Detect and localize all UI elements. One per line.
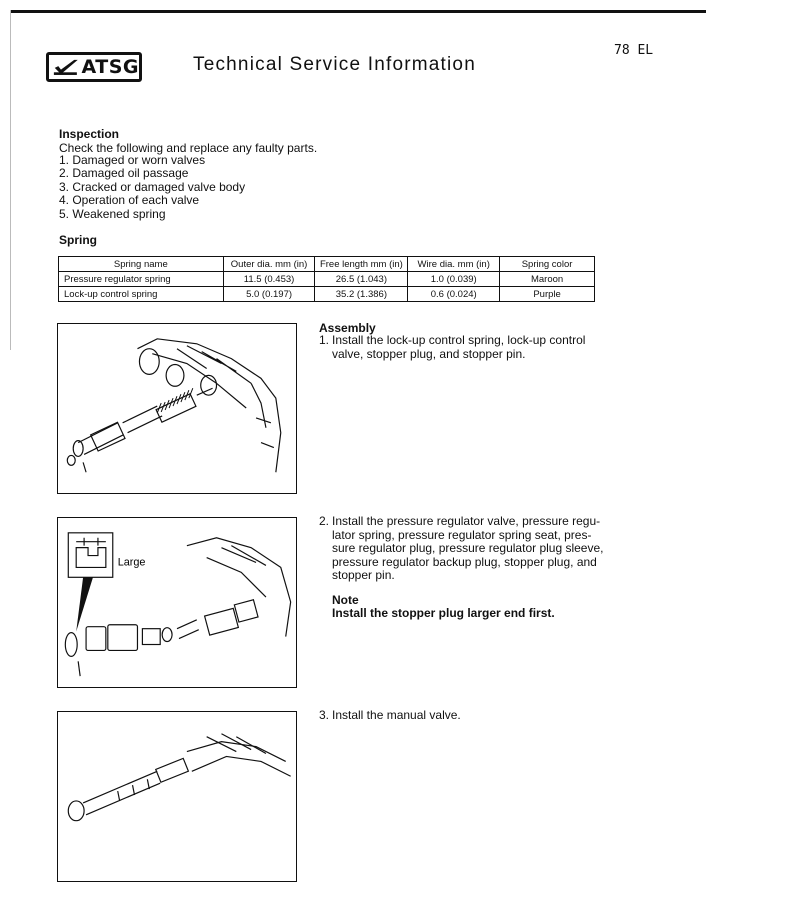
step-line: Install the pressure regulator valve, pressure regu- [332,514,601,528]
step-line: Install the lock-up control spring, lock-up control [332,333,586,347]
step-line: Install the manual valve. [332,708,461,722]
list-item: 2. Damaged oil passage [59,166,189,181]
step-line: lator spring, pressure regulator spring seat, pres- [332,527,592,542]
callout-label-large: Large [117,556,146,569]
table-cell: Purple [500,287,595,302]
note-heading: Note [332,593,359,607]
manual-valve-illustration [58,712,296,881]
list-item: 1. Damaged or worn valves [59,153,206,167]
spring-spec-table [58,256,595,302]
list-item: 5. Weakened spring [59,206,166,221]
step-line: pressure regulator backup plug, stopper plug, and [332,554,597,569]
table-cell: 11.5 (0.453) [223,272,315,287]
column-header: Free length mm (in) [315,257,408,272]
table-header-row [59,257,595,272]
table-row [59,287,595,302]
figure-pressure-regulator [57,517,297,688]
assembly-step-1 [319,334,609,361]
list-item: 4. Operation of each valve [59,193,200,208]
table-cell: 35.2 (1.386) [315,287,408,302]
figure-manual-valve [57,711,297,882]
table-cell: 1.0 (0.039) [408,272,500,287]
column-header: Spring name [59,257,224,272]
inspection-list [59,154,245,221]
table-row [59,272,595,287]
header-rule [10,10,706,13]
column-header: Wire dia. mm (in) [408,257,500,272]
table-cell: Pressure regulator spring [59,272,224,287]
pressure-regulator-illustration [58,518,296,687]
figure-lockup-valve [57,323,297,494]
step-number: 3. [319,708,330,722]
logo-text: ATSG [81,56,139,78]
table-cell: Maroon [500,272,595,287]
page-title: Technical Service Information [193,54,476,75]
valve-body-illustration [58,324,296,493]
checkmark-icon [53,57,80,77]
table-cell: 0.6 (0.024) [408,287,500,302]
list-item: 3. Cracked or damaged valve body [59,179,246,194]
step-line: valve, stopper plug, and stopper pin. [332,346,526,361]
page-code: 78 EL [614,43,654,58]
assembly-heading: Assembly [319,321,376,335]
table-cell: 5.0 (0.197) [223,287,315,302]
step-number: 2. [319,514,330,528]
atsg-logo [46,52,142,82]
column-header: Spring color [500,257,595,272]
step-line: stopper pin. [332,568,395,583]
assembly-step-2 [319,515,609,583]
inspection-heading: Inspection [59,127,120,141]
table-cell: Lock-up control spring [59,287,224,302]
step-number: 1. [319,333,330,347]
step-line: sure regulator plug, pressure regulator plug sleeve, [332,541,604,556]
table-cell: 26.5 (1.043) [315,272,408,287]
assembly-step-3 [319,709,609,723]
spring-heading: Spring [59,233,97,247]
inspection-intro: Check the following and replace any faulty parts. [59,141,318,155]
page-edge-rule [10,10,11,350]
column-header: Outer dia. mm (in) [223,257,315,272]
note-text: Install the stopper plug larger end first. [332,606,555,620]
